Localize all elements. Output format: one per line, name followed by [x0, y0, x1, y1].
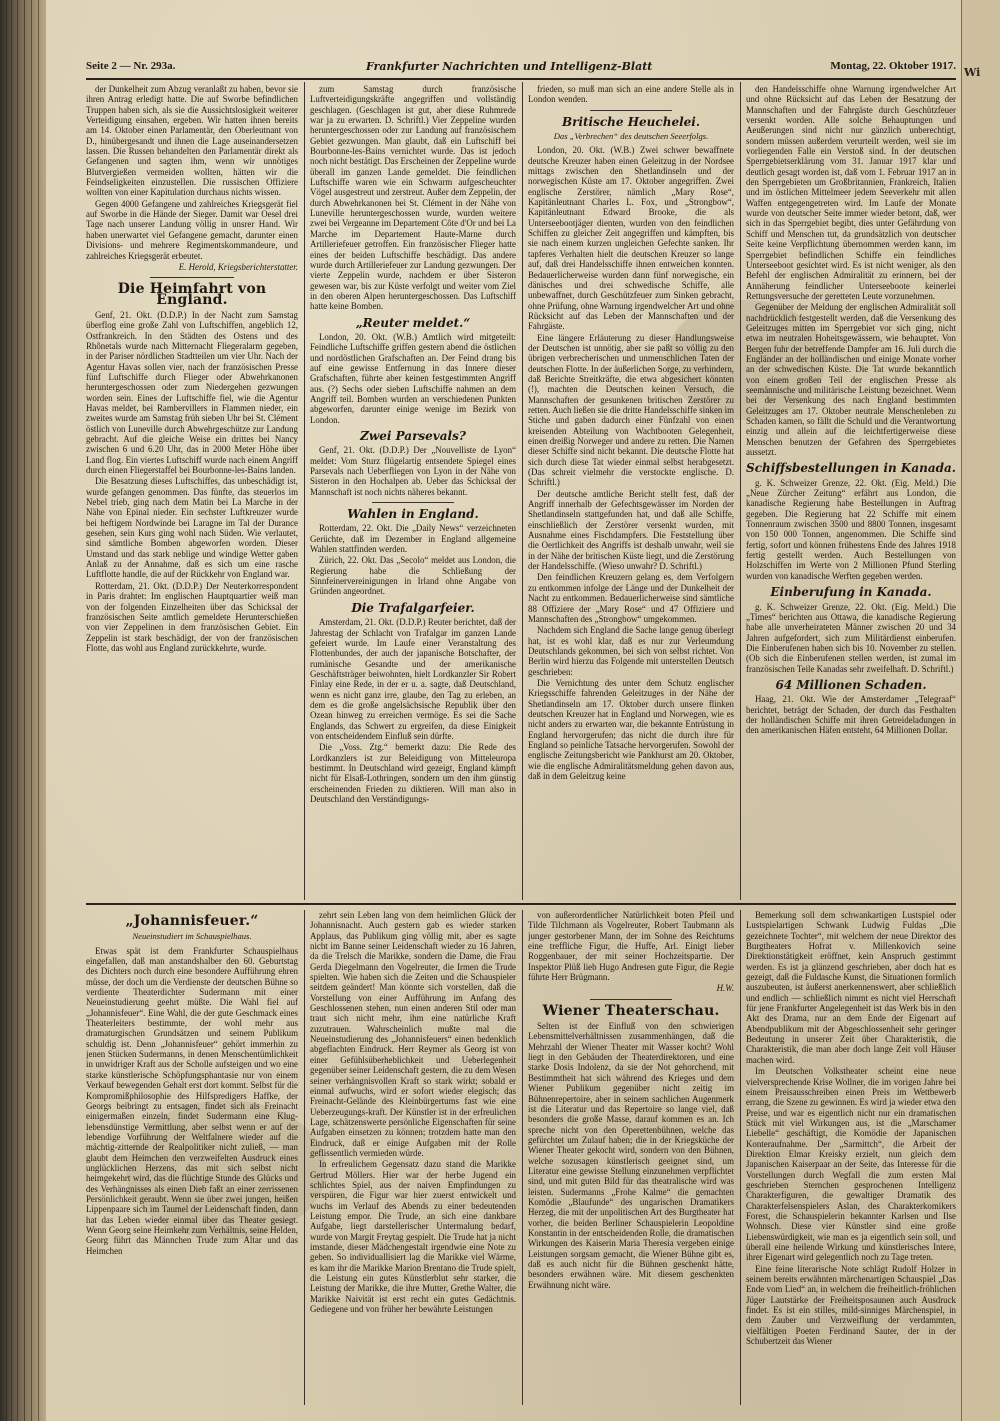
article-text: Nachdem sich England die Sache lange genug überlegt hat, ist es wohl klar, daß es nur zur Verleumdung Deutschlands gekommen, bei sich von selbst richtet. Von Berlin wird hierzu das Folgende mit unterstellen Deutsch geschrieben:: [528, 625, 734, 677]
column-1: [86, 84, 298, 898]
article-text: der Dunkelheit zum Abzug veranlaßt zu haben, bevor sie ihren Antrag erledigt hatte. Die auf Sworbe befindlichen Truppen haben sich, als sie die Aussichtslosigkeit weiterer Verteidigung einsahen, ergeben. Wir hatten ihnen bereits am 14. Oktober einen Parlamentär, den Oberleutnant von D., hinübergesandt und ihnen die Lage auseinandersetzen lassen. Die Russen behandelten den Parlamentär direkt als Gefangenen und sagten ihm, wenn wir unnötiges Blutvergießen vermeiden wollten, hätten wir die Feindseligkeiten einzustellen. Die russischen Offiziere wollten von einer Kapitulation durchaus nichts wissen.: [86, 84, 298, 198]
article-text: Rotterdam, 21. Okt. (D.D.P.) Der Neuterkorrespondent in Paris drahtet: Im englischen Hauptquartier weiß man von der folgenden Einzelheiten über das Schicksal der französischen Seite amtlich gemeldete Herunterschießen von vier Zeppelinen in dem französischen Gebiet. Ein Zeppelin ist stark beschädigt, der von der französischen Flotte, das wohl aus England zurückkehrte, wurde.: [86, 580, 298, 653]
article-text: Genf, 21. Okt. (D.D.P.) Der „Nouvelliste de Lyon“ meldet: Vom Sturz flügelartig entsendete Spiegel eines Parsevals nach Ueberfliegen von Lyon in der Nähe von Sisteron in den Hochalpen ab. Ueber das Schicksal der Mannschaft ist noch nichts näheres bekannt.: [310, 445, 516, 497]
feuilleton-text: Selten ist der Einfluß von den schwierigen Lebensmittelverhältnissen zusammenhängen, daß die Mehrzahl der Wiener Theater mit Wasser kocht? Wohl liegt in den Gebäuden der Theaterdirektoren, und eine starke Dosis Indolenz, da sie der Not gehorchend, mit Bestimmtheit hat sich während des Krieges und dem Wiener Publikum gegenüber nicht zeitig im Bühnenrepertoire, aber in seinem sachlichen Augenmerk ist die Literatur und das Repertoire so lange viel, daß besonders die große Masse, darauf kommen es an. Ich spreche nicht von den Operettenbühnen, welche das gefürchtet um Zulauf haben; die in der Kriegsküche der Wiener Theater gekocht wird, sondern von den Bühnen, welche sozusagen künstlerisch geeignet sind, um Literatur eine gewisse Stellung einzunehmen verpflichtet sind, und mit guten Bild für das theatralische wird was leisten. Sudermanns „Frohe Kalme“ die gemachten Komödie „Blaufunde“ des ungarischen Dramatikers Herzeg, die mit der unpolitischen Art des Burgtheater hat vorher, die beiden Berliner Schauspielerin Leopoldine Konstantin in der entscheidenden Rolle, die dramatischen Wirkungen des Kaiserin Maria Theresia vergeben einige Leistungen sorgsam gemacht, die Wiener Bühne gibt es, daß es auch nicht für die Bühnen geschenkt hätte, besonders erwähnen wäre. Mit diesem geschenkten Erwähnung nicht wäre.: [528, 1021, 734, 1290]
article-heading: Britische Heuchelei.: [561, 114, 701, 129]
article-text: Gegen 4000 Gefangene und zahlreiches Kriegsgerät fiel auf Sworbe in die Hände der Sieger. Damit war Oesel drei Tage nach unserer Landung völlig in unsrer Hand. Wir haben unerwartet viel Gefangene gemacht, darunter einen Divisions- und mehrere Regimentskommandeure, und zahlreiches Kriegsgerät erbeutet.: [86, 198, 298, 261]
article-text: Zürich, 22. Okt. Das „Secolo“ meldet aus London, die Regierung habe die Schließung der Sinnfeinervereinigungen in Irland ohne Angabe von Gründen angeordnet.: [310, 555, 516, 597]
article-heading: Zwei Parsevals?: [360, 429, 466, 443]
feuilleton-subheading: Neueinstudiert im Schauspielhaus.: [132, 931, 252, 942]
newspaper-page: [46, 0, 962, 1421]
feuilleton-text: In erfreulichem Gegensatz dazu stand die Marikke Gertrud Möllers. Hier war der herbe Jugend ein schlichtes Spiel, aus der naiven Empfindungen zu verspüren, die Figur war hier zuerst entwickelt und wuchs im Verlauf des Abends zu einer bedeutenden Leistung empor. Die Trude, an sich eine dankbare Aufgabe, liegt darstellerischer Untermalung bedarf, wurde von Margit Freytag gespielt. Die Trude hat ja nicht imstande, dieser Mädchengestalt irgendwie eine Note zu geben. So individuallisiert lag die Marikke viel Wärme, es kam ihr die Marikke Marion Brentano die Trude spielt, die Leistung ein gutes Künstlerblut sehr starker, die Leistung der Marikke, die ihre Mutter, Grethe Walter, die Marikke Naivität ist erst recht ein gutes Gedächtnis. Gediegene und von früher her bewährte Leistungen: [310, 1159, 516, 1315]
article-text: Die Besatzung dieses Luftschiffes, das unbeschädigt ist, wurde gefangen genommen. Das fünfte, das steuerlos im Nebel trieb, ging nach dem Matin bei La Marche in der Nähe von Epinal nieder. Ein sechster Luftkreuzer wurde bei heftigem Nordwinde bei Laragne im Tal der Durance gesehen, sein Kurs ging wohl nach Süden. Wie verlautet, sind sämtliche Bomben abgeworfen worden. Dieser Umstand und das stark neblige und windige Wetter gaben Anlaß zu der Annahme, daß es sich um eine rasche Luftflotte handle, die auf der Rückkehr von England war.: [86, 476, 298, 580]
article-heading: Die Trafalgarfeier.: [351, 600, 475, 615]
feuilleton-text: von außerordentlicher Natürlichkeit boten Pfeil und Tilde Tilchmann als Vogelreuter, Robert Taubmann als junger gestorbener Mann, der im Sohne des Reichtums eine treffliche Figur, die Huffe, Arl. Einigt lieber Roggenbauer, der mit seiner Hochzeitspartie. Der Inspektor Plüß lieb Hugo Andresen gute Figur, die Regie führte Herr Brügmann.: [528, 910, 734, 983]
article-text: g. K. Schweizer Grenze, 22. Okt. (Eig. Meld.) Die „Times“ berichten aus Ottawa, die kanadische Regierung habe alle unverheirateten Männer zwischen 20 und 34 Jahren aufgefordert, sich zum Militärdienst einberufen. Die Einberufenen haben sich bis 10. November zu stellen. (Ob sich die Einberufenen stellen werden, ist zumal im französischen Teile Kanadas sehr zweifelhaft. D. Schriftl.): [746, 601, 956, 674]
column-rule: [304, 910, 305, 1405]
article-text: Rotterdam, 22. Okt. Die „Daily News“ verzeichneten Gerüchte, daß im Dezember in England allgemeine Wahlen stattfinden werden.: [310, 523, 516, 555]
article-heading: Die Heimfahrt von England.: [117, 281, 267, 308]
feuilleton-column-2: [310, 910, 516, 1405]
page-number: Seite 2 — Nr. 293a.: [86, 60, 176, 72]
column-3: [528, 84, 734, 898]
feuilleton-column-3: [528, 910, 734, 1405]
article-text: Genf, 21. Okt. (D.D.P.) In der Nacht zum Samstag überflog eine große Zahl von Luftschiffen, angeblich 12, Ostfrankreich. In den Städten des Ostens und des Rhônetals wurde nach Mitternacht Fliegeralarm gegeben, in der Pariser nördlichen Stadtteilen um vier Uhr. Nach der Agentur Havas sollen vier, nach der französischen Presse fünf Luftschiffe durch Flieger oder Abwehrkanonen heruntergeschossen oder zum Niedergehen gezwungen worden sein. Eines der Luftschiffe fiel, wie die Agentur Havas meldet, bei Rambervillers in Flammen nieder, ein zweites wurde am Samstag früh sieben Uhr bei St. Clément östlich von Luneville durch Abwehrgeschütze zur Landung gebracht. Auf die gleiche Weise ein drittes bei Nancy zwischen 6 und 6.20 Uhr, das in 2000 Meter Höhe über Land flog. Ein viertes Luftschiff wurde nach einem Angriff durch einen Fliegerstaffel bei Bourbonne-les-Bains landen.: [86, 309, 298, 476]
article-text: Den feindlichen Kreuzern gelang es, dem Verfolgern zu entkommen infolge der Länge und der Dunkelheit der Nacht zu entkommen. Bedauerlicherweise sind sämtliche 88 Offiziere der „Mary Rose“ und 47 Offiziere und Mannschaften des „Strongbow“ umgekommen.: [528, 572, 734, 624]
article-text: Haag, 21. Okt. Wie der Amsterdamer „Telegraaf“ berichtet, beträgt der Schaden, der durch das Festhalten der holländischen Schiffe mit ihren Getreideladungen in den amerikanischen Häfen entsteht, 64 Millionen Dollar.: [746, 694, 956, 736]
column-rule: [740, 82, 741, 900]
feuilleton-heading: Wiener Theaterschau.: [542, 1002, 720, 1019]
header-rule: [86, 78, 956, 80]
column-4: [746, 84, 956, 898]
article-text: London, 20. Okt. (W.B.) Zwei schwer bewaffnete deutsche Kreuzer haben einen Geleitzug in der Nordsee mittags zwischen den Shetlandinseln und der norwegischen Küste am 17. Oktober angegriffen. Zwei englische Zerstörer, nämlich „Mary Rose“, Kapitänleutnant Charles L. Fox, und „Strongbow“, Kapitänleutnant Edward Brooke, die als Unterseebootjäger dienten, wurden von den feindlichen Schiffen zu gleicher Zeit angegriffen und kämpften, bis sie nach einem kurzen ungleichen Gefechte sanken. Ihr tapferes Verhalten hielt die deutschen Kreuzer so lange auf, daß drei Handelsschiffe ihnen entweichen konnten. Bedauerlicherweise wurden dann fünf norwegische, ein dänisches und drei schwedische Schiffe, alle unbewaffnet, durch Geschützfeuer zum Sinken gebracht, ohne Prüfung, ohne Warnung irgendwelcher Art und ohne Rücksicht auf das Leben der Mannschaften und der Fahrgäste.: [528, 145, 734, 332]
article-heading: Wahlen in England.: [347, 507, 479, 522]
column-rule: [740, 910, 741, 1405]
article-subheading: Das „Verbrechen“ des deutschen Seeerfolgs.: [553, 131, 709, 142]
feuilleton-text: Etwas spät ist dem Frankfurter Schauspielhaus eingefallen, daß man anstandshalber den 60. Geburtstag des Dichters noch durch eine besondere Aufführung ehren müsse, der doch um die Verdienste der deutschen Bühne so verdiente Theaterdichter Sudermann mit einer Neueinstudierung geehrt müßte. Die Wahl fiel auf „Johannisfeuer“. Eine Wahl, die der gute Geschmack eines Theaterleiters bestimmte, der wohl mehr aus dramaturgischen Grundsätzen und seinem Publikum schuldig ist. Denn „Johannisfeuer“ gehört immerhin zu jenen Stücken Sudermanns, in denen Menschentümlichkeit in unwidriger Kraft aus der Scholle aufsteigen und wo eine starke künstlerische Schöpfungsphantasie nur von einem Verkauf bewegenden Gehalt erst dort kommt. Selbst für die Kompromißphilosophie des Hilfspredigers Haffke, der Georgs beibringt zu entsagen, findet sich als Freinacht einigermaßen einzeln, findet Sudermann eine Klug-lebensdünstige Vermittlung, aber selbst wenn er auf der lebendige Vorführung der Weltfalnere wieder auf die mächtig-zitternde der Realpolitiker nicht zuließ, — man glaubt dem Heimchen den verzweifelten Ausdruck eines unglücklichen Herzens, das mit sich selbst nicht heimgekehrt wird, das die flüchtige Stunde des Glücks und des Verhängnisses als einen Dieb faßt an einer zerrissenen Persönlichkeit geraubt. Wenn sie über zwei jungen, heißen Lippenpaare sich im Taumel der Leidenschaft finden, dann hat das Leben wieder einmal über das Theater gesiegt. Wenn Georg seine Heimkehr zum Verhältnis, seine Helden, Georg führt das Männchen Trude zum Altar und das Heimchen: [86, 945, 298, 1256]
article-text: London, 20. Okt. (W.B.) Amtlich wird mitgeteilt: Feindliche Luftschiffe griffen gestern abend die östlichen und nordöstlichen Grafschaften an. Der Feind drang bis auf eine gewisse Entfernung in das Innere dieser Grafschaften, führte aber keinen festgestimmten Angriff aus. (?) Sechs oder sieben Luftschiffe nahmen an dem Angriff teil. Bomben wurden an verschiedenen Punkten abgeworfen, darunter einige wenige im Bezirk von London.: [310, 331, 516, 425]
article-heading: „Reuter meldet.“: [355, 315, 471, 330]
page-header: [86, 60, 956, 78]
article-text: Gegenüber der Meldung der englischen Admiralität soll nachdrücklich festgestellt werden, daß die Versenkung des Geleitzuges mitten im Sperrgebiet vor sich ging, nicht etwa im neutralen Hoheitsgewässern, wie behauptet. Von Bergen fuhr der betreffende Dampfer am 16. Juli durch die Engländer an der holländischen und einige Monate vorher an der schwedischen Küste. Die Tat wurde bekanntlich von einem großen Teil der englischen Presse als seemännische und militärische Leistung bezeichnet. Wenn bei der Versenkung des nach England bestimmten Geleitzuges am 17. Oktober neutrale Menschenleben zu Schaden kamen, so fällt die Schuld und die Verantwortung einzig und allein auf die leichtfertigerweise diese Menschen benutzen der Gefahren des Sperrgebietes aussetzt.: [746, 302, 956, 458]
feuilleton-column-1: [86, 910, 298, 1405]
article-text: Eine längere Erläuterung zu dieser Handlungsweise der Deutschen ist unnötig, aber sie paßt so völlig zu den übrigen verbrecherischen und unmenschlichen Taten der deutschen Flotte. In der äußerlichen Sorge, zu verhindern, daß Berichte Streitkräfte, die etwa abgesichert könnten (!), machten die Deutschen keinen Versuch, die Mannschaften der gesunkenen britischen Zerstörer zu retten. Auch ließen sie die dritte Handelsschiffe sinken im Stiche und gaben dadurch einer Fünfzahl von einen kreisenden Abteilung von Wachtbooten Gelegenheit, einen dreißig Norweger und andere zu retten. Die Namen dieser Schiffe sind nicht bekannt. Die deutsche Flotte hat sich durch diese Tat wieder einmal selbst herabgesetzt. (Das schreit vielmehr die verstockte englische. D. Schriftl.): [528, 332, 734, 488]
article-text: Amsterdam, 21. Okt. (D.D.P.) Reuter berichtet, daß der Jahrestag der Schlacht von Trafalgar im ganzen Lande gefeiert wurde. Im Laufe einer Veranstaltung des Flottenbundes, der auch der japanische Botschafter, der rumänische Gesandte und der amerikanische Geschäftsträger beiwohnten, hielt Lordkanzler Sir Robert Finlay eine Rede, in der er u. a. sagte, daß Deutschland, wenn es nicht ganz irre, glaube, den Tag zu erleben, an dem es die große angelsächsische Republik über den Ozean hinweg zu erreichen vermöge. Es sei die Sache Englands, das Schwert zu ergreifen, da diese Einigkeit von entscheidendem Einfluß sein dürfte.: [310, 617, 516, 741]
column-rule: [522, 82, 523, 900]
article-text: Der deutsche amtliche Bericht stellt fest, daß der Angriff innerhalb der Gefechtsgewässer im Norden der Shetlandinseln stattgefunden hat, und daß alle Schiffe, einschließlich der Zerstörer versenkt wurden, mit Ausnahme eines Fischdampfers. Die Feststellung über die Oertlichkeit des Angriffs ist deshalb unwahr, weil sie in der Nähe der britischen Küste liegt, und die Zerstörung der Handelsschiffe. (Wieso unwahr? D. Schriftl.): [528, 488, 734, 572]
article-text: Die „Voss. Ztg.“ bemerkt dazu: Die Rede des Lordkanzlers ist zur Beleidigung von Mitteleuropa bestimmt. In Deutschland wird gezeigt, England kämpft nicht für Elsaß-Lothringen, sondern um den ihm günstig erscheinenden Frieden zu diktieren. Will man also in Deutschland den Verständigungs-: [310, 742, 516, 804]
article-text: zum Samstag durch französische Luftverteidigungskräfte angegriffen und vollständig geschlagen. (Geschlagen ist gut, aber diese Ruhmrede war ja zu erwarten. D. Schriftl.) Vier Zeppeline wurden heruntergeschossen oder zur Landung auf französischem Gebiet gezwungen. Man glaubt, daß ein Luftschiff bei Bourbonne-les-Bains vernichtet wurde. Das ist jedoch noch nicht bestätigt. Das Erscheinen der Zeppeline wurde überall im ganzen Lande gemeldet. Die feindlichen Luftschiffe waren wie ein Schwarm aufgescheuchter Vögel ausgestreut und zerstreut. Außer dem Zeppelin, der durch Abwehrkanonen bei St. Clément in der Nähe von Luneville heruntergeschossen wurde, wurden weitere zwei bei Vergeanne im Departement Côte d'Or und bei La Marche im Departement Haute-Marne durch Artilleriefeuer getroffen. Ein französischer Flieger hatte eines der beiden Luftschiffe beschädigt. Das andere wurde durch Artilleriefeuer zur Landung gezwungen. Der vierte Zeppelin wurde, nachdem er über Sisteron gewesen war, bis zur Küste verfolgt und weiter vom Ziel in den oberen Alpen heruntergeschossen. Das Luftschiff hatte keine Bomben.: [310, 84, 516, 312]
issue-date: Montag, 22. Oktober 1917.: [830, 60, 956, 72]
feuilleton-text: Im Deutschen Volkstheater scheint eine neue vielversprechende Krise Wollner, die im vorigen Jahre bei einem Preisausschreiben einen Preis im Wettbewerb errang, die Szene zu gewinnen. Es wird ja wieder etwa den Preise, und war es eigentlich nicht nur ein dramatischen Stück mit viel Wirkungen aus, ist die „Marschamer Liebelle“ geschäftigt, die Komödie der Japanischen Konteraufnahme. Der „Sarmittch“, die Arbeit der Direktion Elmar Kreisky erzielt, nun gleich dem Japanischen Kaiserpaar an der Seite, das Interesse für die Vorstellungen durch Wegfall die zum ersten Mal geschrieben Sternchen gesprochenen Intelligenz Charakterfiguren, die gewaltiger Dramatik des Charakterfelsenspielers Aslan, des Charakterkomikers Forest, die Schauspielerin bekannter Karlsen und Ilse Wohnsch. Diese vier Künstler sind eine große Liebenswürdigkeit, wie man es ja eigentlich sein soll, und überall eine heilende Wirkung und künstlerisches Intere, ihrer Eigenart wird gelegentlich noch zu Tage treten.: [746, 1066, 956, 1263]
feuilleton-column-4: [746, 910, 956, 1405]
article-text: frieden, so muß man sich an eine andere Stelle als in London wenden.: [528, 84, 734, 105]
feuilleton-text: Bemerkung soll dem schwankartigen Lustspiel oder Lustspielartigen Schwank Ludwig Fuldas „Die gezeichnete Tochter“, mit welchem der neue Direktor des Burgtheaters Hofrat v. Millenkovich seine Direktionstätigkeit eröffnet, kein Anspruch gestimmt werden. Es ist ja glänzend geschrieben, aber doch hat es gezeigt, daß die Fuldasche Kunst, die Situationen formlich auszubeuten, ist äußerst anerkennenswert, aber schließlich und endlich — schließlich nimmt es nicht viel Herrschaft für jene Frankfurter Angelegenheit ist das Werk bis in den Akt des Drama, nur an dem Ende der Eigenart auf Abendpublikum mit der Abgeschlossenheit sehr geringer Bedeutung in unserer Zeit über Charakteristik, die Charakteristik, die man aber doch lange Zeit voll Häuser machen wird.: [746, 910, 956, 1065]
article-heading: Schiffsbestellungen in Kanada.: [746, 461, 956, 476]
column-rule: [522, 910, 523, 1405]
column-rule: [304, 82, 305, 900]
feuilleton-rule: [86, 903, 956, 905]
article-text: g. K. Schweizer Grenze, 22. Okt. (Eig. Meld.) Die „Neue Zürcher Zeitung“ erfährt aus London, die kanadische Regierung habe Bestellungen in Auftrag gegeben. Die Regierung hat 22 Schiffe mit einem Tonnenraum zwischen 3500 und 8800 Tonnen, insgesamt von 150 000 Tonnen, angenommen. Die Schiffe sind fertig, sofort und können frühestens Ende des Jahres 1918 fertig gestellt werden. Auch Bestellungen von Holzschiffen im Werte von 2 Millionen Pfund Sterling wurden von kanadische Werften gegeben werden.: [746, 477, 956, 581]
author-byline: E. Herold, Kriegsberichterstatter.: [178, 261, 298, 272]
newspaper-title: Frankfurter Nachrichten und Intelligenz-Blatt: [366, 60, 653, 73]
article-heading: 64 Millionen Schaden.: [775, 677, 927, 692]
feuilleton-text: zehrt sein Leben lang von dem heimlichen Glück der Johannisnacht. Auch gestern gab es wieder starken Applaus, das Publikum ging völlig mit, aber es sagte nicht im Banne seiner Leidenschaft wieder zu 16 Jahren, da die Trelsch die Marikke, sondern die Dame, die Frau Gerda Diegelmann den Vogelreuter, die Irmen die Trude spielten. Wie haben sich die Zeiten und die Schauspieler seitdem geändert! Man könnte sich vorstellen, daß die Vorstellung von einer Aufführung im Anfang des Geschlossenen stehen, nun einen anderen Stil oder man traut sich nicht mehr, ihm eine natürliche Kraft zuzutrauen. Wahrscheinlich mußte mal die Neueinstudierung des „Johannisfeuers“ einen bedenklich abgeflachten Eindruck. Herr Reymer als Georg ist von einer Gefühlsüberheblichkeit und Ueberlegenheit gegenüber seiner Leidenschaft gestern, die zu dem Wesen seiner verhängnisvollen Kraft so stark wirkt; sobald er einmal aufwuchs, wird er sofort wieder elegisch; das Freinacht-Gelände des Kleinbürgertums fast wie eine Ueberzeugungs-kraft. Der Künstler ist in der erfreulichen Lage, schätzenswerte persönliche Eigenschaften für seine Aufgaben einsetzen zu können; trotzdem hatte man den Eindruck, daß er einige Aufgaben mit der Rolle geflissentlich vermieden würde.: [310, 910, 516, 1158]
column-2: [310, 84, 516, 898]
author-byline: H.W.: [716, 983, 734, 994]
feuilleton-text: Eine feine literarische Note schlägt Rudolf Holzer in seinem bereits erwähnten märchenartigen Schauspiel „Das Ende vom Lied“ an, in welchem die freiheitlich-fröhlichen Jüger Lautstärke der Freiheitsposaunen auch Ausdruck findet. Es ist ein stilles, mild-sinniges Märchenspiel, in dem Zauber und Verzweiflung der verdammten, vielfältigen Poeten Ferdinand Sauter, der in der Schubertzeit das Wiener: [746, 1263, 956, 1347]
article-heading: Einberufung in Kanada.: [770, 585, 932, 600]
article-text: den Handelsschiffe ohne Warnung irgendwelcher Art und ohne Rücksicht auf das Leben der Besatzung der Mannschaften und der Fahrgäste durch Geschützfeuer versenkt worden. Alle solche Behauptungen und Aeußerungen sind nicht nur gänzlich unberechtigt, sondern müssen außerdem verurteilt werden, weil sie im vorliegenden Falle ein Verstoß sind. In der deutschen Sperrgebietserklärung vom 31. Januar 1917 klar und deutlich gesagt worden ist, daß vom 1. Februar 1917 an in den Sperrgebieten um Großbritannien, Frankreich, Italien und im östlichen Mittelmeer jedem Seeverkehr mit allen Waffen entgegengetreten wird. Im Laufe der Monate wurde von deutscher Seite immer wieder betont, daß, wer sich in das Sperrgebiet begibt, dies unter Gefährdung von Schiff und Menschen tut, da grundsätzlich von deutscher Seite keine Verpflichtung übernommen werden kann, im Sperrgebiet befindlichen Schiffe ein feindliches Unterseeboot gesichtet wird. Es ist nicht weniger, als den Befehl der englischen Admiralität zu erinnern, bei der Annäherung feindlicher Unterseeboote keinerlei Rettungsversuche der geretteten Leute vorzunehmen.: [746, 84, 956, 301]
book-binding: [0, 0, 46, 1421]
next-page-fragment: Wi: [964, 66, 981, 79]
feuilleton-heading: „Johannisfeuer.“: [125, 913, 259, 929]
article-text: Die Vernichtung des unter dem Schutz englischer Kriegsschiffe fahrenden Geleitzuges in der Nähe der Shetlandinseln am 17. Oktober durch unsere flinken deutschen Kreuzer hat in England und Norwegen, wie es nicht anders zu erwarten war, die bekannte Entrüstung in England hervorgerufen; das nicht die durch ihre für England so peinliche Tatsache hervorgerufen. Sowohl der englische Zeitungsbericht wie Pankhurst am 20. Oktober, wie die englische Admiralitätsmeldung gehen davon aus, daß in dem Geleitzug keine: [528, 677, 734, 781]
next-page-edge: [961, 0, 1000, 1421]
